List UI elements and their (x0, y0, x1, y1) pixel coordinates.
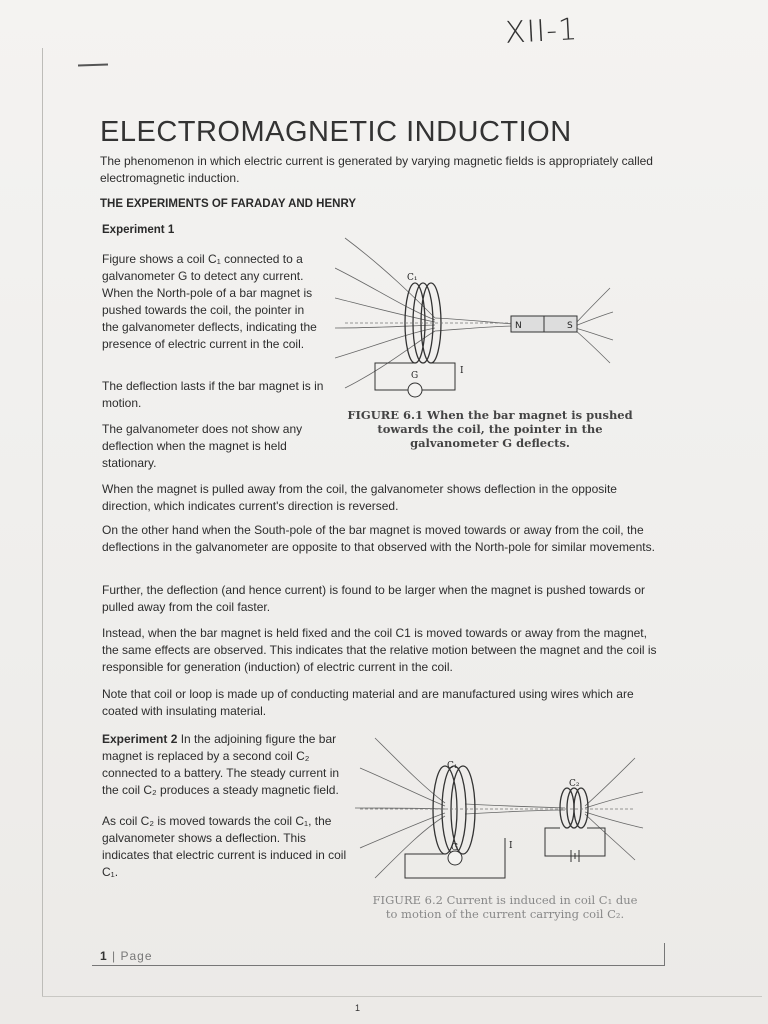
experiment2-p1-text: In the adjoining figure the bar magnet is replaced by a second coil C₂ connected to a battery. The steady current in the coil C₂ produces a steady magnetic field. (102, 732, 340, 797)
fig2-coil-c2-label: C₂ (569, 779, 580, 789)
experiment1-p6: Further, the deflection (and hence current) is found to be larger when the magnet is pushed towards or pulled away from the coil faster. (102, 583, 645, 614)
magnet-south-label: S (567, 321, 573, 331)
experiment1-p2: The deflection lasts if the bar magnet is in motion. (102, 379, 324, 410)
footer-box (92, 943, 665, 966)
figure-6-1-caption: FIGURE 6.1 When the bar magnet is pushed towards the coil, the pointer in the galvanometer G deflects. (347, 408, 633, 450)
experiment2-p2: As coil C₂ is moved towards the coil C₁, the galvanometer shows a deflection. This indicates that electric current is induced in coil C₁. (102, 814, 347, 879)
bottom-page-number: 1 (355, 1003, 361, 1013)
experiment2-p1 (102, 731, 352, 799)
experiment1-p3: The galvanometer does not show any deflection when the magnet is held stationary. (102, 422, 303, 470)
coil-c1-label: C₁ (407, 273, 418, 283)
galvanometer-label: G (411, 371, 419, 381)
current-label: I (460, 366, 464, 376)
figure-6-2-diagram (355, 728, 645, 888)
experiment1-p8: Note that coil or loop is made up of conducting material and are manufactured using wires which are coated with insulating material. (102, 687, 634, 718)
section-heading: THE EXPERIMENTS OF FARADAY AND HENRY (100, 198, 357, 210)
fig2-coil-c1-label: C₁ (447, 761, 458, 771)
fig2-galvanometer-label: G (451, 843, 459, 853)
experiment1-p5: On the other hand when the South-pole of the bar magnet is moved towards or away from the coil, the deflections in the galvanometer are opposite to that observed with the North-pole for similar movements. (102, 523, 655, 554)
footer-page-word: Page (120, 949, 153, 963)
experiment1-heading: Experiment 1 (102, 224, 175, 236)
figure-6-1-diagram (335, 228, 615, 408)
experiment1-p7: Instead, when the bar magnet is held fixed and the coil C1 is moved towards or away from the magnet, the same effects are observed. This indicates that the relative motion between the magnet and the coil is responsible for generation (induction) of electric current in the coil. (102, 626, 657, 674)
intro-paragraph: The phenomenon in which electric current is generated by varying magnetic fields is appropriately called electromagnetic induction. (100, 154, 653, 185)
fig2-current-label: I (509, 841, 513, 851)
figure-6-2-caption: FIGURE 6.2 Current is induced in coil C₁ due to motion of the current carrying coil C₂. (372, 893, 638, 921)
left-margin-line (42, 48, 43, 996)
page-title: ELECTROMAGNETIC INDUCTION (100, 116, 572, 148)
bottom-rule (42, 996, 762, 997)
experiment1-p1: Figure shows a coil C₁ connected to a galvanometer G to detect any current. When the North-pole of a bar magnet is pushed towards the coil, the pointer in the galvanometer deflects, indicating the presence of electric current in the coil. (102, 252, 317, 351)
footer-page-number: 1 (100, 949, 108, 963)
handwritten-label: XII-1 (504, 12, 580, 51)
experiment1-p4: When the magnet is pulled away from the coil, the galvanometer shows deflection in the opposite direction, which indicates current's direction is reversed. (102, 482, 617, 513)
experiment2-heading: Experiment 2 (102, 732, 178, 746)
magnet-north-label: N (515, 321, 522, 331)
footer-page-label: 1 | Page (100, 949, 153, 963)
